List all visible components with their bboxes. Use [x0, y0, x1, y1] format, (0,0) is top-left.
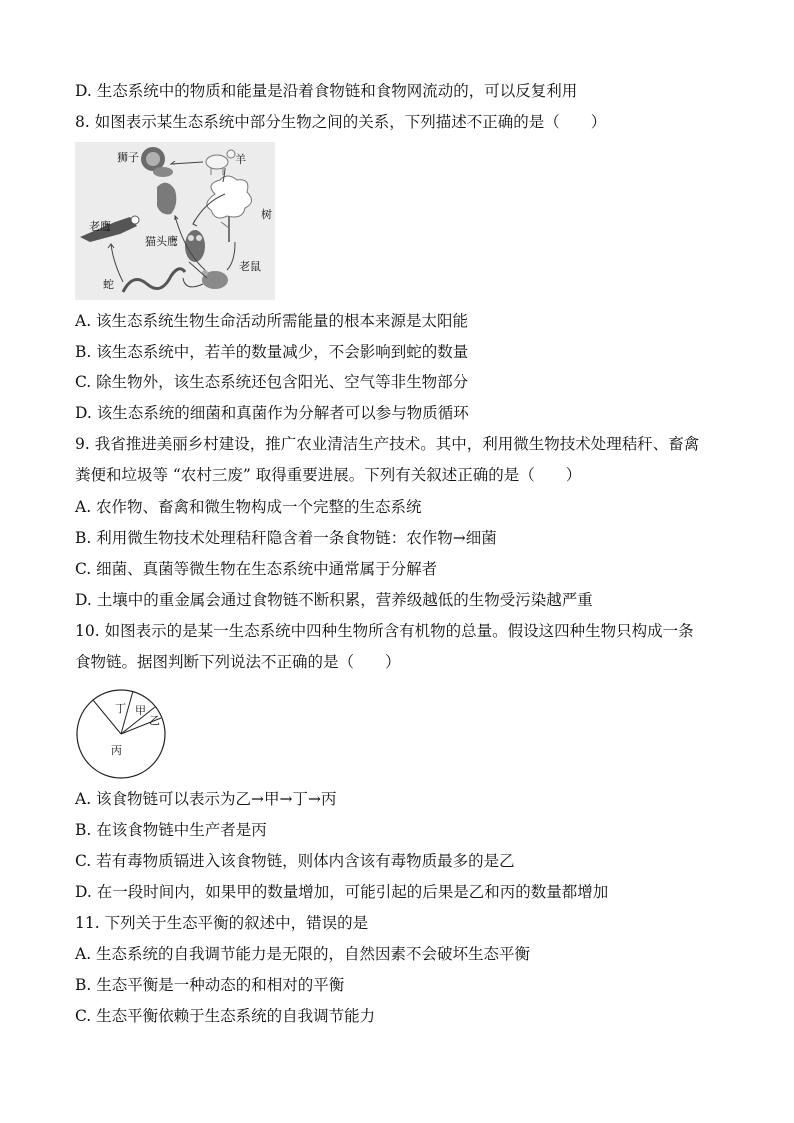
pie-figure	[75, 688, 167, 780]
label-owl: 猫头鹰	[145, 235, 178, 248]
q11-stem: 11. 下列关于生态平衡的叙述中，错误的是	[75, 914, 369, 932]
q11-option-b: B. 生态平衡是一种动态的和相对的平衡	[75, 976, 345, 994]
q9-stem-line2: 粪便和垃圾等 “农村三废” 取得重要进展。下列有关叙述正确的是（ ）	[75, 466, 582, 484]
q9-stem-line1: 9. 我省推进美丽乡村建设，推广农业清洁生产技术。其中，利用微生物技术处理秸秆、畜禽	[75, 435, 700, 453]
q7-option-d: D. 生态系统中的物质和能量是沿着食物链和食物网流动的，可以反复利用	[75, 82, 578, 100]
q10-option-d: D. 在一段时间内，如果甲的数量增加，可能引起的后果是乙和丙的数量都增加	[75, 883, 609, 901]
q10-option-a: A. 该食物链可以表示为乙→甲→丁→丙	[75, 790, 337, 808]
label-tree: 树	[261, 208, 272, 221]
pie-label-jia: 甲	[135, 704, 146, 717]
q11-option-c: C. 生态平衡依赖于生态系统的自我调节能力	[75, 1007, 376, 1025]
q8-option-d: D. 该生态系统的细菌和真菌作为分解者可以参与物质循环	[75, 404, 469, 422]
label-mouse: 老鼠	[239, 260, 261, 273]
q11-option-a: A. 生态系统的自我调节能力是无限的，自然因素不会破坏生态平衡	[75, 945, 531, 963]
pie-label-bing: 丙	[111, 744, 122, 757]
q9-option-d: D. 土壤中的重金属会通过食物链不断积累，营养级越低的生物受污染越严重	[75, 591, 593, 609]
q9-option-b: B. 利用微生物技术处理秸秆隐含着一条食物链：农作物→细菌	[75, 529, 497, 547]
q9-option-c: C. 细菌、真菌等微生物在生态系统中通常属于分解者	[75, 560, 438, 578]
q10-option-c: C. 若有毒物质镉进入该食物链，则体内含该有毒物质最多的是乙	[75, 852, 515, 870]
pie-label-ding: 丁	[115, 702, 126, 715]
q8-option-c: C. 除生物外，该生态系统还包含阳光、空气等非生物部分	[75, 373, 469, 391]
label-snake: 蛇	[103, 278, 114, 291]
label-eagle: 老鹰	[89, 220, 111, 233]
q10-option-b: B. 在该食物链中生产者是丙	[75, 821, 267, 839]
owl-icon	[185, 230, 205, 262]
q10-stem-line1: 10. 如图表示的是某一生态系统中四种生物所含有机物的总量。假设这四种生物只构成一条	[75, 622, 694, 640]
label-lion: 狮子	[117, 151, 139, 164]
food-web-figure	[75, 142, 275, 300]
q8-option-b: B. 该生态系统中，若羊的数量减少，不会影响到蛇的数量	[75, 343, 469, 361]
pie-label-yi: 乙	[149, 714, 160, 727]
q8-option-a: A. 该生态系统生物生命活动所需能量的根本来源是太阳能	[75, 312, 469, 330]
label-sheep: 羊	[235, 153, 246, 166]
q9-option-a: A. 农作物、畜禽和微生物构成一个完整的生态系统	[75, 498, 422, 516]
q10-stem-line2: 食物链。据图判断下列说法不正确的是（ ）	[75, 653, 401, 671]
q8-stem: 8. 如图表示某生态系统中部分生物之间的关系，下列描述不正确的是（ ）	[75, 113, 607, 131]
